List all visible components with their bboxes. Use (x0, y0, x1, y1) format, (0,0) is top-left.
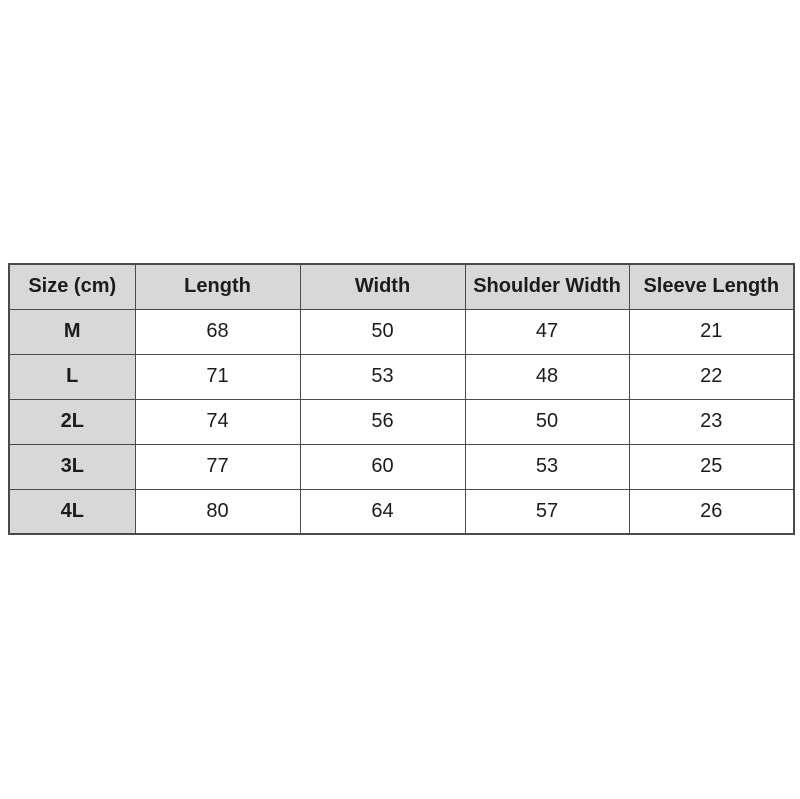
measurement-cell: 56 (300, 399, 465, 444)
measurement-cell: 53 (300, 354, 465, 399)
measurement-cell: 74 (135, 399, 300, 444)
table-row (9, 309, 794, 354)
size-label-cell: M (9, 309, 135, 354)
measurement-cell: 50 (465, 399, 629, 444)
measurement-cell: 47 (465, 309, 629, 354)
measurement-cell: 60 (300, 444, 465, 489)
table-header (9, 264, 794, 309)
size-label-cell: 2L (9, 399, 135, 444)
measurement-cell: 80 (135, 489, 300, 534)
measurement-cell: 22 (629, 354, 794, 399)
table-row (9, 399, 794, 444)
measurement-cell: 48 (465, 354, 629, 399)
size-label-cell: L (9, 354, 135, 399)
measurement-cell: 64 (300, 489, 465, 534)
table-row (9, 489, 794, 534)
measurement-cell: 26 (629, 489, 794, 534)
table-row (9, 444, 794, 489)
measurement-cell: 23 (629, 399, 794, 444)
measurement-cell: 57 (465, 489, 629, 534)
header-row (9, 264, 794, 309)
header-cell-width: Width (300, 264, 465, 309)
header-cell-shoulder-width: Shoulder Width (465, 264, 629, 309)
size-chart-table (8, 263, 795, 535)
header-cell-length: Length (135, 264, 300, 309)
measurement-cell: 68 (135, 309, 300, 354)
table-row (9, 354, 794, 399)
measurement-cell: 77 (135, 444, 300, 489)
size-label-cell: 3L (9, 444, 135, 489)
measurement-cell: 25 (629, 444, 794, 489)
table-body (9, 309, 794, 534)
header-cell-size: Size (cm) (9, 264, 135, 309)
measurement-cell: 53 (465, 444, 629, 489)
header-cell-sleeve-length: Sleeve Length (629, 264, 794, 309)
measurement-cell: 71 (135, 354, 300, 399)
measurement-cell: 21 (629, 309, 794, 354)
measurement-cell: 50 (300, 309, 465, 354)
size-label-cell: 4L (9, 489, 135, 534)
